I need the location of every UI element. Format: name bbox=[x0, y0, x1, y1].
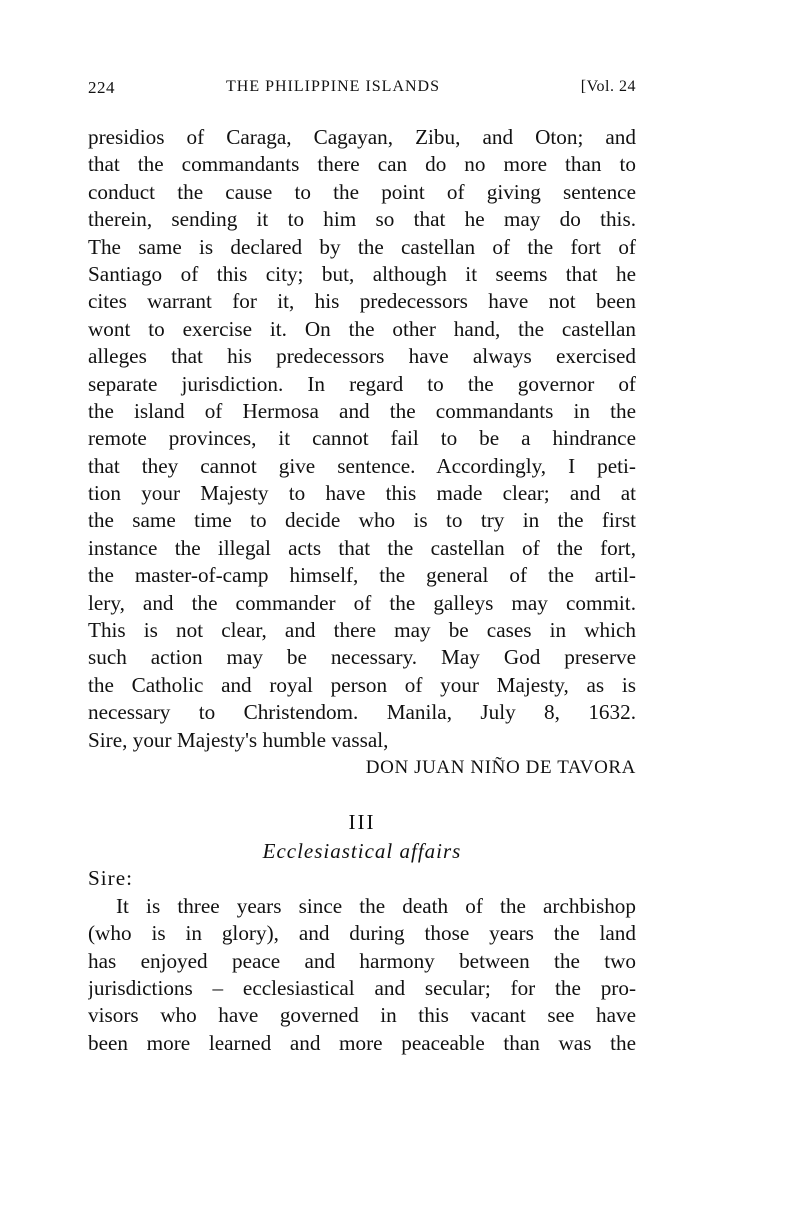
text-line: such action may be necessary. May God preserve bbox=[88, 645, 636, 670]
text-line: cites warrant for it, his predecessors have not been bbox=[88, 289, 636, 314]
text-line: It is three years since the death of the archbishop bbox=[116, 893, 636, 918]
text-line: separate jurisdiction. In regard to the governor of bbox=[88, 371, 636, 396]
text-line: necessary to Christendom. Manila, July 8, 1632. bbox=[88, 700, 636, 725]
text-line: Sire, your Majesty's humble vassal, bbox=[88, 727, 389, 752]
signature: DON JUAN NIÑO DE TAVORA bbox=[365, 756, 636, 778]
text-line: the island of Hermosa and the commandants in the bbox=[88, 398, 636, 423]
text-line: This is not clear, and there may be cases in which bbox=[88, 618, 636, 643]
text-line: the same time to decide who is to try in the first bbox=[88, 508, 636, 533]
text-line: been more learned and more peaceable than was the bbox=[88, 1030, 636, 1055]
text-line: therein, sending it to him so that he may do this. bbox=[88, 207, 636, 232]
text-line: remote provinces, it cannot fail to be a hindrance bbox=[88, 426, 636, 451]
text-line: instance the illegal acts that the castellan of the fort, bbox=[88, 535, 636, 560]
text-line: conduct the cause to the point of giving sentence bbox=[88, 179, 636, 204]
text-line: the master-of-camp himself, the general of the artil- bbox=[88, 563, 636, 588]
paragraph-ecclesiastical bbox=[88, 893, 636, 1057]
text-line: that they cannot give sentence. Accordingly, I peti- bbox=[88, 453, 636, 478]
text-line: lery, and the commander of the galleys may commit. bbox=[88, 590, 636, 615]
section-number: III bbox=[348, 810, 376, 835]
text-line: alleges that his predecessors have always exercised bbox=[88, 344, 636, 369]
text-line: presidios of Caraga, Cagayan, Zibu, and Oton; and bbox=[88, 125, 636, 149]
paragraph-letter-continuation bbox=[88, 124, 636, 754]
running-head bbox=[88, 78, 636, 102]
text-line: visors who have governed in this vacant see have bbox=[88, 1003, 636, 1028]
text-line: tion your Majesty to have this made clear; and at bbox=[88, 481, 636, 506]
volume-label: [Vol. 24 bbox=[580, 78, 636, 95]
section-title: Ecclesiastical affairs bbox=[262, 839, 462, 864]
text-line: wont to exercise it. On the other hand, the castellan bbox=[88, 316, 636, 341]
salutation: Sire: bbox=[88, 866, 134, 891]
book-title: THE PHILIPPINE ISLANDS bbox=[226, 78, 440, 95]
text-line: Santiago of this city; but, although it seems that he bbox=[88, 261, 636, 286]
text-line: jurisdictions – ecclesiastical and secular; for the pro- bbox=[88, 975, 636, 1000]
text-line: has enjoyed peace and harmony between the two bbox=[88, 948, 636, 973]
page-number: 224 bbox=[88, 78, 115, 97]
text-line: the Catholic and royal person of your Majesty, as is bbox=[88, 672, 636, 697]
text-line: (who is in glory), and during those years the land bbox=[88, 921, 636, 946]
text-line: that the commandants there can do no more than to bbox=[88, 152, 636, 177]
book-page bbox=[88, 78, 636, 1057]
text-line: The same is declared by the castellan of the fort of bbox=[88, 234, 636, 259]
